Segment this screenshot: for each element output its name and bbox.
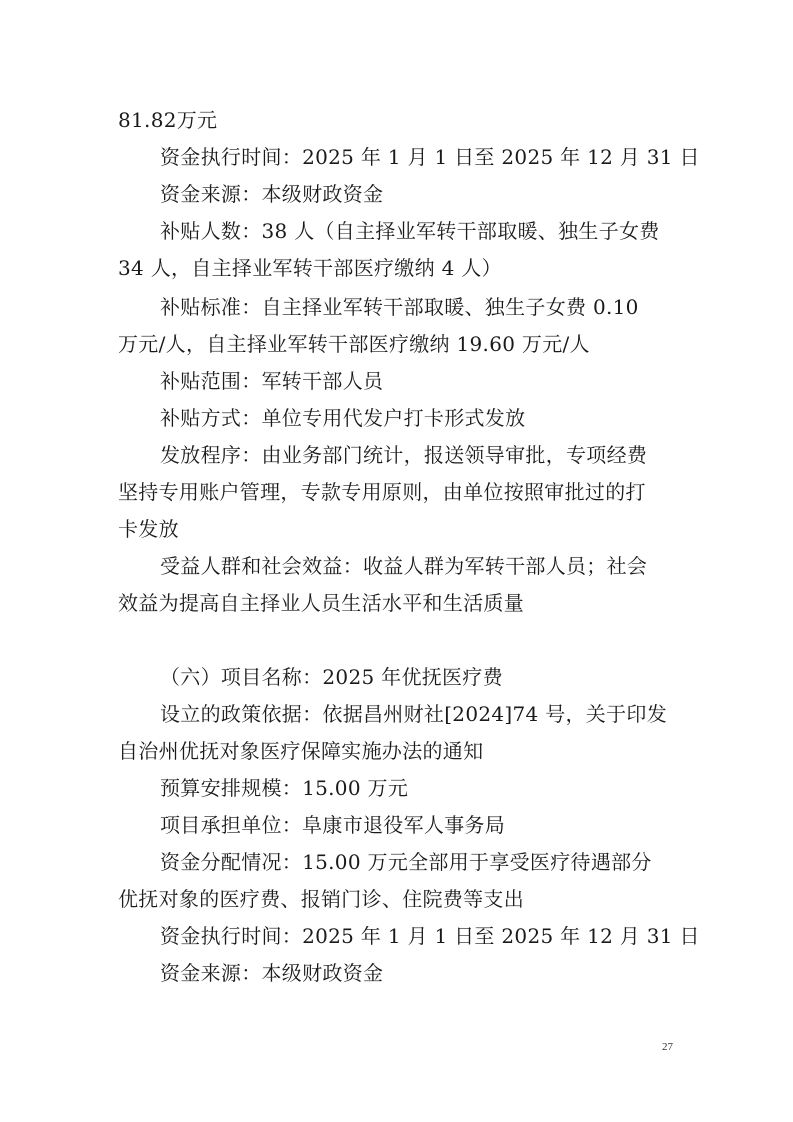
- text-line: 受益人群和社会效益：收益人群为军转干部人员；社会: [160, 554, 648, 578]
- text-line: 补贴人数：38 人（自主择业军转干部取暖、独生子女费: [160, 219, 660, 243]
- text-line: 资金来源：本级财政资金: [160, 182, 384, 206]
- text-line: 补贴方式：单位专用代发户打卡形式发放: [160, 406, 526, 430]
- text-line: 资金执行时间：2025 年 1 月 1 日至 2025 年 12 月 31 日: [160, 145, 700, 169]
- text-line: 设立的政策依据：依据昌州财社[2024]74 号，关于印发: [160, 702, 668, 726]
- text-line: 效益为提高自主择业人员生活水平和生活质量: [118, 591, 524, 615]
- text-line: 补贴标准：自主择业军转干部取暖、独生子女费 0.10: [160, 295, 639, 319]
- page-number: 27: [662, 1041, 673, 1053]
- section-heading: （六）项目名称：2025 年优抚医疗费: [160, 665, 503, 689]
- text-line: 优抚对象的医疗费、报销门诊、住院费等支出: [118, 887, 524, 911]
- text-line: 坚持专用账户管理，专款专用原则，由单位按照审批过的打: [118, 480, 646, 504]
- text-line: 补贴范围：军转干部人员: [160, 369, 384, 393]
- text-line: 81.82万元: [118, 108, 218, 132]
- text-line: 34 人，自主择业军转干部医疗缴纳 4 人）: [118, 256, 502, 280]
- text-line: 预算安排规模：15.00 万元: [160, 776, 409, 800]
- text-line: 资金分配情况：15.00 万元全部用于享受医疗待遇部分: [160, 850, 652, 874]
- text-line: 自治州优抚对象医疗保障实施办法的通知: [118, 739, 484, 763]
- text-line: 资金来源：本级财政资金: [160, 961, 384, 985]
- text-line: 资金执行时间：2025 年 1 月 1 日至 2025 年 12 月 31 日: [160, 924, 700, 948]
- text-line: 卡发放: [118, 517, 179, 541]
- text-line: 项目承担单位：阜康市退役军人事务局: [160, 813, 506, 837]
- text-line: 万元/人，自主择业军转干部医疗缴纳 19.60 万元/人: [118, 332, 590, 356]
- text-line: 发放程序：由业务部门统计，报送领导审批，专项经费: [160, 443, 648, 467]
